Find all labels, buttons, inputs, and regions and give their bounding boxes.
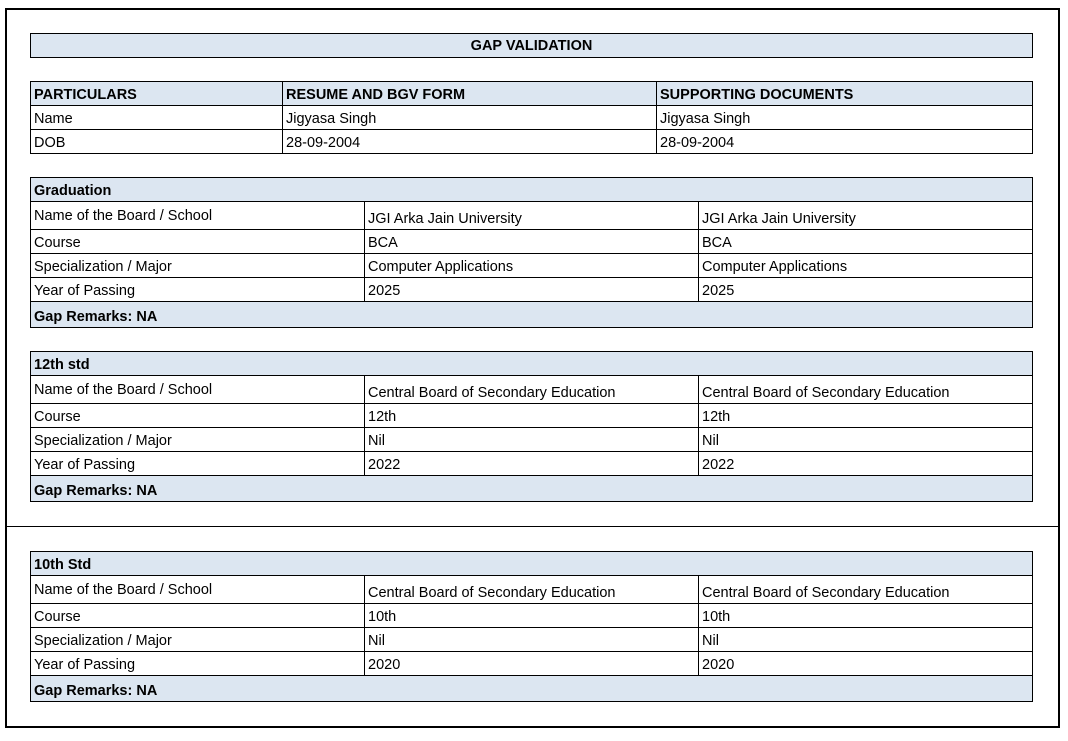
table-row bbox=[31, 604, 1033, 628]
header-resume: RESUME AND BGV FORM bbox=[283, 82, 657, 106]
table-row bbox=[31, 628, 1033, 652]
docs-value: 10th bbox=[699, 604, 1033, 628]
table-row bbox=[31, 652, 1033, 676]
resume-value: 2025 bbox=[365, 278, 699, 302]
section-title-row bbox=[31, 178, 1033, 202]
docs-value: Nil bbox=[699, 428, 1033, 452]
section-title: 12th std bbox=[31, 352, 1033, 376]
table-row bbox=[31, 230, 1033, 254]
table-row bbox=[31, 452, 1033, 476]
resume-value: Nil bbox=[365, 428, 699, 452]
row-label: Year of Passing bbox=[31, 652, 365, 676]
page-title: GAP VALIDATION bbox=[30, 33, 1033, 58]
resume-value: Computer Applications bbox=[365, 254, 699, 278]
resume-value: Central Board of Secondary Education bbox=[365, 376, 699, 404]
docs-value: 2022 bbox=[699, 452, 1033, 476]
gap-remarks-row bbox=[31, 302, 1033, 328]
row-label: Year of Passing bbox=[31, 452, 365, 476]
section-table-10th bbox=[30, 551, 1033, 702]
row-label: Specialization / Major bbox=[31, 628, 365, 652]
resume-value: 28-09-2004 bbox=[283, 130, 657, 154]
row-label: Name of the Board / School bbox=[31, 202, 365, 230]
resume-value: JGI Arka Jain University bbox=[365, 202, 699, 230]
gap-remarks-row bbox=[31, 676, 1033, 702]
section-title: Graduation bbox=[31, 178, 1033, 202]
row-label: Name of the Board / School bbox=[31, 376, 365, 404]
table-row bbox=[31, 404, 1033, 428]
row-label: Course bbox=[31, 404, 365, 428]
table-header-row bbox=[31, 82, 1033, 106]
particulars-table bbox=[30, 81, 1033, 154]
table-row bbox=[31, 106, 1033, 130]
gap-remarks-row bbox=[31, 476, 1033, 502]
docs-value: Computer Applications bbox=[699, 254, 1033, 278]
resume-value: Jigyasa Singh bbox=[283, 106, 657, 130]
docs-value: 28-09-2004 bbox=[657, 130, 1033, 154]
section-title-row bbox=[31, 552, 1033, 576]
header-docs: SUPPORTING DOCUMENTS bbox=[657, 82, 1033, 106]
table-row bbox=[31, 576, 1033, 604]
resume-value: Central Board of Secondary Education bbox=[365, 576, 699, 604]
resume-value: 2022 bbox=[365, 452, 699, 476]
gap-remarks: Gap Remarks: NA bbox=[31, 302, 1033, 328]
resume-value: Nil bbox=[365, 628, 699, 652]
table-row bbox=[31, 254, 1033, 278]
docs-value: BCA bbox=[699, 230, 1033, 254]
resume-value: BCA bbox=[365, 230, 699, 254]
docs-value: 12th bbox=[699, 404, 1033, 428]
docs-value: Nil bbox=[699, 628, 1033, 652]
row-label: Year of Passing bbox=[31, 278, 365, 302]
row-label: Course bbox=[31, 230, 365, 254]
docs-value: JGI Arka Jain University bbox=[699, 202, 1033, 230]
gap-remarks: Gap Remarks: NA bbox=[31, 476, 1033, 502]
section-title-row bbox=[31, 352, 1033, 376]
table-row bbox=[31, 428, 1033, 452]
header-particulars: PARTICULARS bbox=[31, 82, 283, 106]
resume-value: 12th bbox=[365, 404, 699, 428]
row-label: Specialization / Major bbox=[31, 428, 365, 452]
docs-value: 2020 bbox=[699, 652, 1033, 676]
table-row bbox=[31, 278, 1033, 302]
table-row bbox=[31, 202, 1033, 230]
section-table-graduation bbox=[30, 177, 1033, 328]
resume-value: 10th bbox=[365, 604, 699, 628]
section-title: 10th Std bbox=[31, 552, 1033, 576]
docs-value: 2025 bbox=[699, 278, 1033, 302]
gap-remarks: Gap Remarks: NA bbox=[31, 676, 1033, 702]
resume-value: 2020 bbox=[365, 652, 699, 676]
table-row bbox=[31, 376, 1033, 404]
row-label: DOB bbox=[31, 130, 283, 154]
docs-value: Jigyasa Singh bbox=[657, 106, 1033, 130]
section-table-12th bbox=[30, 351, 1033, 502]
docs-value: Central Board of Secondary Education bbox=[699, 376, 1033, 404]
row-label: Course bbox=[31, 604, 365, 628]
row-label: Name of the Board / School bbox=[31, 576, 365, 604]
docs-value: Central Board of Secondary Education bbox=[699, 576, 1033, 604]
table-row bbox=[31, 130, 1033, 154]
row-label: Specialization / Major bbox=[31, 254, 365, 278]
row-label: Name bbox=[31, 106, 283, 130]
